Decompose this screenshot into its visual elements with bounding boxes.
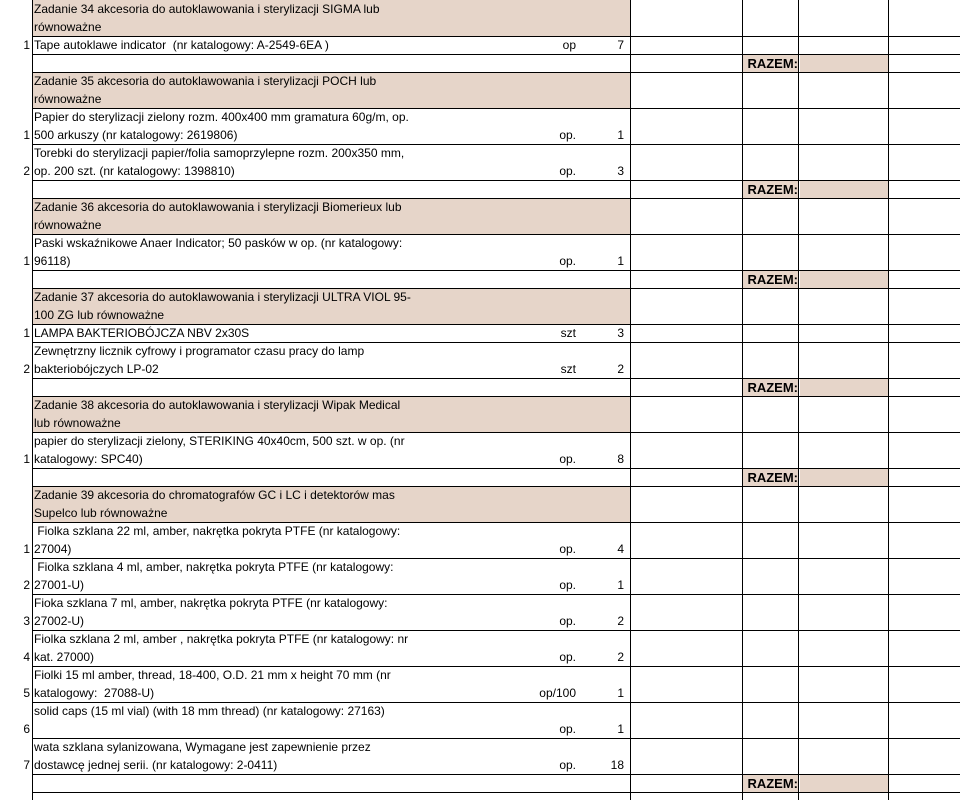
- item-quantity-text: 2: [617, 614, 624, 628]
- item-quantity-text: 7: [617, 38, 624, 52]
- section-title-line: Zadanie 35 akcesoria do autoklawowania i sterylizacji POCH lub: [34, 74, 377, 88]
- item-name-line: Fiolka szklana 2 ml, amber , nakrętka pokryta PTFE (nr katalogowy: nr: [34, 632, 409, 646]
- item-name-line: wata szklana sylanizowana, Wymagane jest zapewnienie przez: [34, 740, 371, 754]
- item-unit-text: op.: [559, 254, 576, 268]
- item-quantity-text: 1: [617, 686, 624, 700]
- razem-label: RAZEM:: [747, 379, 798, 395]
- item-quantity-text: 18: [610, 758, 624, 772]
- item-name-line: 27001-U): [34, 578, 85, 592]
- section-title-line: Zadanie 34 akcesoria do autoklawowania i sterylizacji SIGMA lub: [34, 2, 380, 16]
- item-name-line: 96118): [34, 254, 71, 268]
- item-number-text: 3: [23, 614, 30, 628]
- item-name-line: Fioka szklana 7 ml, amber, nakrętka pokryta PTFE (nr katalogowy:: [34, 596, 388, 610]
- section-title-line: równoważne: [34, 20, 102, 34]
- section-title-line: lub równoważne: [34, 416, 121, 430]
- item-name-line: kat. 27000): [34, 650, 95, 664]
- item-number-text: 6: [23, 722, 30, 736]
- item-name-line: 27004): [34, 542, 72, 556]
- item-unit-text: szt: [560, 362, 576, 376]
- razem-label: RAZEM:: [747, 469, 798, 485]
- item-name-line: Fiolka szklana 22 ml, amber, nakrętka pokryta PTFE (nr katalogowy:: [34, 524, 401, 538]
- razem-label: RAZEM:: [747, 775, 798, 791]
- section-title-line: 100 ZG lub równoważne: [34, 308, 165, 322]
- item-name-line: katalogowy: SPC40): [34, 452, 143, 466]
- item-unit-text: op.: [559, 452, 576, 466]
- item-quantity-text: 2: [617, 362, 624, 376]
- section-title-line: Zadanie 36 akcesoria do autoklawowania i sterylizacji Biomerieux lub: [34, 200, 402, 214]
- item-number-text: 1: [23, 326, 30, 340]
- item-name-line: Zewnętrzny licznik cyfrowy i programator czasu pracy do lamp: [34, 344, 365, 358]
- item-number-text: 1: [23, 254, 30, 268]
- item-name-line: dostawcę jednej serii. (nr katalogowy: 2-0411): [34, 758, 278, 772]
- item-quantity-text: 1: [617, 578, 624, 592]
- item-quantity-text: 3: [617, 164, 624, 178]
- item-number-text: 4: [23, 650, 30, 664]
- item-number-text: 1: [23, 128, 30, 142]
- item-name-line: bakteriobójczych LP-02: [34, 362, 159, 376]
- item-name-line: Paski wskaźnikowe Anaer Indicator; 50 pasków w op. (nr katalogowy:: [34, 236, 403, 250]
- item-name-line: Fiolki 15 ml amber, thread, 18-400, O.D. 21 mm x height 70 mm (nr: [34, 668, 391, 682]
- item-name-line: Fiolka szklana 4 ml, amber, nakrętka pokryta PTFE (nr katalogowy:: [34, 560, 394, 574]
- section-title-line: Zadanie 39 akcesoria do chromatografów GC i LC i detektorów mas: [34, 488, 395, 502]
- section-title-line: równoważne: [34, 218, 102, 232]
- item-unit-text: szt: [560, 326, 576, 340]
- item-unit-text: op.: [559, 542, 576, 556]
- item-number-text: 2: [23, 578, 30, 592]
- item-unit-text: op.: [559, 650, 576, 664]
- item-quantity-text: 1: [617, 128, 624, 142]
- item-quantity-text: 4: [617, 542, 624, 556]
- razem-label: RAZEM:: [747, 271, 798, 287]
- section-title-line: Zadanie 37 akcesoria do autoklawowania i sterylizacji ULTRA VIOL 95-: [34, 290, 411, 304]
- item-name-line: papier do sterylizacji zielony, STERIKING 40x40cm, 500 szt. w op. (nr: [34, 434, 405, 448]
- item-name-line: Torebki do sterylizacji papier/folia samoprzylepne rozm. 200x350 mm,: [34, 146, 405, 160]
- item-name-line: Tape autoklawe indicator (nr katalogowy: A-2549-6EA ): [34, 38, 329, 52]
- item-quantity-text: 2: [617, 650, 624, 664]
- item-number-text: 1: [23, 38, 30, 52]
- item-name-line: Papier do sterylizacji zielony rozm. 400x400 mm gramatura 60g/m, op.: [34, 110, 409, 124]
- item-name-line: solid caps (15 ml vial) (with 18 mm thread) (nr katalogowy: 27163): [34, 704, 385, 718]
- section-title-line: Supelco lub równoważne: [34, 506, 168, 520]
- item-number-text: 7: [23, 758, 30, 772]
- item-number-text: 1: [23, 452, 30, 466]
- item-quantity-text: 8: [617, 452, 624, 466]
- section-title-line: Zadanie 38 akcesoria do autoklawowania i sterylizacji Wipak Medical: [34, 398, 401, 412]
- item-number-text: 1: [23, 542, 30, 556]
- item-unit-text: op.: [559, 722, 576, 736]
- item-quantity-text: 3: [617, 326, 624, 340]
- item-quantity-text: 1: [617, 722, 624, 736]
- item-name-line: 27002-U): [34, 614, 85, 628]
- item-number-text: 2: [23, 362, 30, 376]
- item-name-line: 500 arkuszy (nr katalogowy: 2619806): [34, 128, 238, 142]
- item-quantity-text: 1: [617, 254, 624, 268]
- item-name-line: LAMPA BAKTERIOBÓJCZA NBV 2x30S: [34, 326, 250, 340]
- item-name-line: katalogowy: 27088-U): [34, 686, 155, 700]
- item-unit-text: op/100: [539, 686, 576, 700]
- item-number-text: 2: [23, 164, 30, 178]
- item-unit-text: op.: [559, 758, 576, 772]
- item-unit-text: op.: [559, 614, 576, 628]
- item-unit-text: op.: [559, 578, 576, 592]
- razem-label: RAZEM:: [747, 181, 798, 197]
- item-unit-text: op: [562, 38, 576, 52]
- item-unit-text: op.: [559, 164, 576, 178]
- item-name-line: op. 200 szt. (nr katalogowy: 1398810): [34, 164, 235, 178]
- item-number-text: 5: [23, 686, 30, 700]
- section-title-line: równoważne: [34, 92, 102, 106]
- razem-label: RAZEM:: [747, 55, 798, 71]
- item-unit-text: op.: [559, 128, 576, 142]
